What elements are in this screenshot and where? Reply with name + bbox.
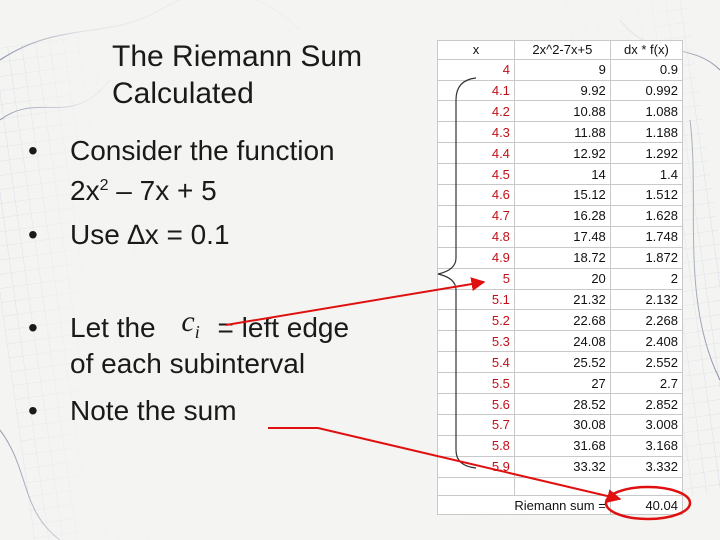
cell-dx-fx: 2.408 — [610, 331, 682, 352]
bullet-marker: • — [28, 135, 38, 166]
cell-dx-fx: 1.188 — [610, 122, 682, 143]
cell-fx: 25.52 — [514, 352, 610, 373]
bullet-marker: • — [28, 312, 38, 343]
cell-fx: 11.88 — [514, 122, 610, 143]
cell-dx-fx: 0.9 — [610, 59, 682, 80]
cell-dx-fx: 2.852 — [610, 394, 682, 415]
cell-fx: 28.52 — [514, 394, 610, 415]
bullet-marker: • — [28, 219, 38, 250]
cell-fx: 16.28 — [514, 205, 610, 226]
cell-dx-fx: 2.268 — [610, 310, 682, 331]
cell-x: 4.1 — [438, 80, 515, 101]
cell-x: 5.6 — [438, 394, 515, 415]
bracket-bottom — [456, 290, 476, 468]
function-term-a: 2x — [70, 175, 100, 206]
left-edge-text: = left edge — [209, 312, 350, 343]
cell-dx-fx: 3.008 — [610, 415, 682, 436]
riemann-sum-label: Riemann sum = — [438, 496, 611, 515]
sum-highlight-oval — [606, 487, 690, 519]
cell-x: 4.7 — [438, 205, 515, 226]
cell-dx-fx: 2.132 — [610, 289, 682, 310]
cell-x: 5.2 — [438, 310, 515, 331]
cell-fx: 12.92 — [514, 143, 610, 164]
cell-fx: 9.92 — [514, 80, 610, 101]
cell-x: 5.1 — [438, 289, 515, 310]
cell-x: 4 — [438, 59, 515, 80]
cell-dx-fx: 2.552 — [610, 352, 682, 373]
cell-dx-fx: 1.292 — [610, 143, 682, 164]
cell-dx-fx: 2.7 — [610, 373, 682, 394]
cell-x: 4.5 — [438, 164, 515, 185]
cell-x: 5.5 — [438, 373, 515, 394]
header-x: x — [438, 41, 515, 60]
cell-x: 4.2 — [438, 101, 515, 122]
cell-dx-fx: 1.512 — [610, 185, 682, 206]
bullet-text: Note the sum — [70, 395, 237, 426]
cell-fx: 9 — [514, 59, 610, 80]
cell-fx: 10.88 — [514, 101, 610, 122]
cell-dx-fx: 3.168 — [610, 435, 682, 456]
function-term-b: – 7x + 5 — [108, 175, 217, 206]
cell-dx-fx: 1.4 — [610, 164, 682, 185]
cell-x: 4.3 — [438, 122, 515, 143]
cell-dx-fx: 2 — [610, 268, 682, 289]
cell-dx-fx: 0.992 — [610, 80, 682, 101]
arrow-sum-to-value — [268, 428, 620, 499]
cell-x: 5 — [438, 268, 515, 289]
ci-symbol: $c_i$ — [181, 305, 200, 342]
bullet-text: Consider the function — [70, 135, 335, 166]
cell-x: 5.9 — [438, 456, 515, 477]
cell-dx-fx: 1.628 — [610, 205, 682, 226]
cell-dx-fx: 1.088 — [610, 101, 682, 122]
riemann-sum-value: 40.04 — [610, 496, 682, 515]
cell-fx: 27 — [514, 373, 610, 394]
cell-fx: 14 — [514, 164, 610, 185]
cell-x: 5.8 — [438, 435, 515, 456]
bullet-marker: • — [28, 395, 38, 426]
cell-x: 4.4 — [438, 143, 515, 164]
bullet-text: of each subinterval — [70, 348, 306, 379]
header-dx-fx: dx * f(x) — [610, 41, 682, 60]
cell-fx: 30.08 — [514, 415, 610, 436]
arrow-ci-to-x — [226, 282, 484, 325]
cell-x: 4.8 — [438, 226, 515, 247]
cell-x: 4.6 — [438, 185, 515, 206]
cell-x: 4.9 — [438, 247, 515, 268]
cell-x: 5.7 — [438, 415, 515, 436]
bracket-top — [438, 78, 476, 290]
function-exponent: 2 — [99, 177, 109, 194]
let-the-text: Let the — [70, 312, 164, 343]
cell-dx-fx: 3.332 — [610, 456, 682, 477]
cell-dx-fx: 1.872 — [610, 247, 682, 268]
cell-fx: 17.48 — [514, 226, 610, 247]
cell-x: 5.4 — [438, 352, 515, 373]
cell-fx: 22.68 — [514, 310, 610, 331]
title-line-2: Calculated — [112, 77, 254, 110]
cell-fx: 18.72 — [514, 247, 610, 268]
cell-dx-fx: 1.748 — [610, 226, 682, 247]
cell-x: 5.3 — [438, 331, 515, 352]
cell-fx: 21.32 — [514, 289, 610, 310]
cell-fx: 20 — [514, 268, 610, 289]
title-line-1: The Riemann Sum — [112, 40, 363, 73]
bullet-text: Use ∆x = 0.1 — [70, 219, 230, 250]
header-fx: 2x^2-7x+5 — [514, 41, 610, 60]
cell-fx: 15.12 — [514, 185, 610, 206]
cell-fx: 24.08 — [514, 331, 610, 352]
cell-fx: 31.68 — [514, 435, 610, 456]
cell-fx: 33.32 — [514, 456, 610, 477]
